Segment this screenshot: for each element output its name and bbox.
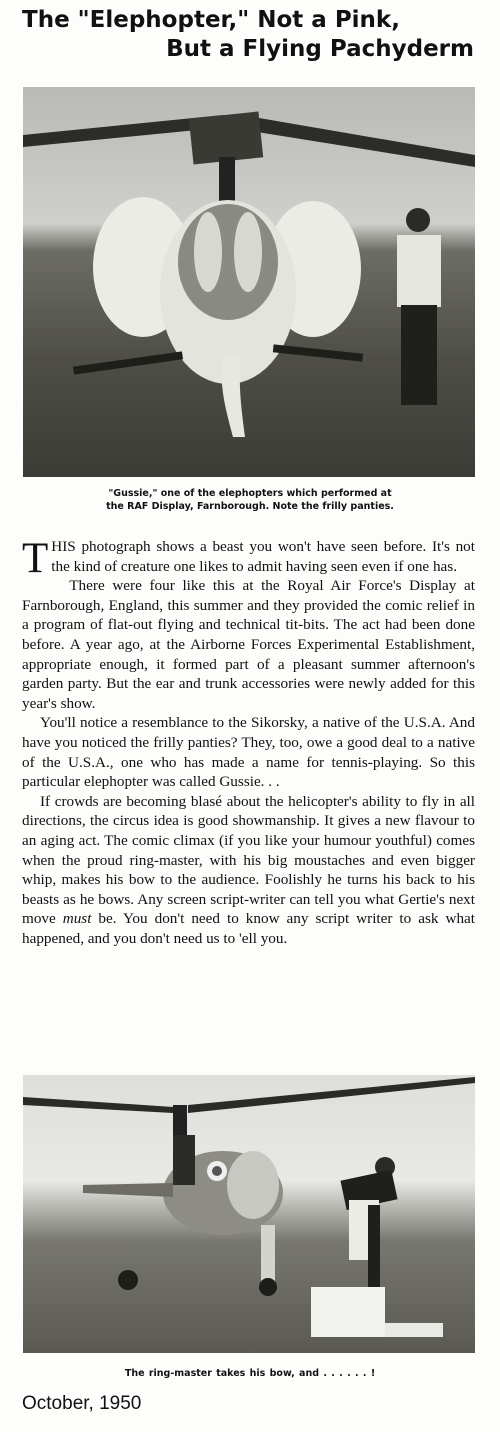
top-photo-caption (60, 487, 440, 513)
title-line-2: But a Flying Pachyderm (166, 36, 474, 62)
paragraph-4 (22, 792, 475, 949)
top-caption-line-1: "Gussie," one of the elephopters which performed at (108, 488, 392, 499)
paragraph-2: There were four like this at the Royal Air Force's Display at Farnborough, England, this summer and they provided the comic relief in a program of flat-out flying and technical tit-bits. The act had been done before. A year ago, at the Airborne Forces Experimental Establishment, appropriate enough, it formed part of a pleasant summer afternoon's garden party. But the ear and trunk accessories were newly added for this year's show. (22, 577, 475, 712)
paragraph-3: You'll notice a resemblance to the Sikorsky, a native of the U.S.A. And have you noticed the frilly panties? They, too, owe a good deal to a native of the U.S.A., one who has made a name for tennis-playing. So this particular elephopter was called Gussie. . . (22, 714, 475, 791)
paragraph-1-text: HIS photograph shows a beast you won't have seen before. It's not the kind of creature one likes to admit having seen even if one has. (51, 538, 475, 575)
paragraph-4-part-1: If crowds are becoming blasé about the helicopter's ability to fly in all directions, the circus idea is good showmanship. It gives a new flavour to an aging act. The comic climax (if you like your humour youthful) comes when the proud ring-master, with his big moustaches and even bigger whip, makes his bow to the audience. Foolishly he turns his back to his beasts as he bows. Any screen script-writer can tell you what Gertie's next move (22, 792, 475, 928)
top-caption-line-2: the RAF Display, Farnborough. Note the frilly panties. (106, 501, 394, 512)
ring-master-photo (23, 1075, 475, 1353)
elephopter-photo-illustration (23, 87, 475, 477)
bottom-photo-caption: The ring-master takes his bow, and . . . . . . ! (124, 1368, 376, 1379)
title-line-1: The "Elephopter," Not a Pink, (22, 7, 400, 33)
paragraph-4-emphasis: must (62, 910, 92, 928)
elephopter-photo (23, 87, 475, 477)
paragraph-1 (22, 535, 475, 582)
ring-master-photo-illustration (23, 1075, 475, 1353)
article-title (22, 6, 474, 64)
article-body (22, 537, 475, 948)
drop-cap: T (22, 535, 49, 582)
issue-date: October, 1950 (22, 1393, 142, 1414)
paragraph-4-part-2: be. You don't need to know any script writer to ask what happened, and you don't need us to 'ell you. (22, 910, 475, 947)
